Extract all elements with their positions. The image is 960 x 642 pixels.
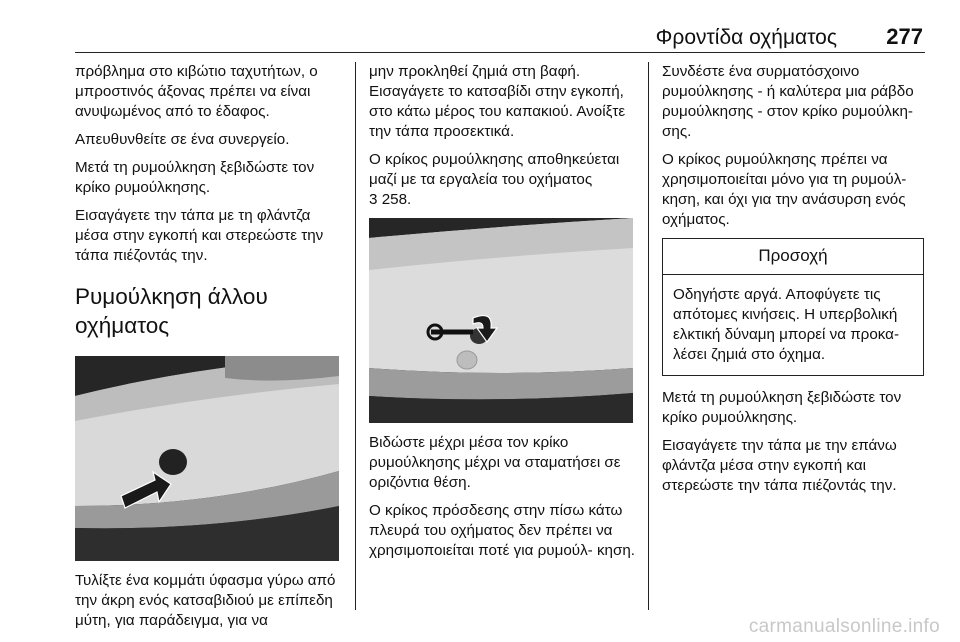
paragraph: Απευθυνθείτε σε ένα συνεργείο. (75, 131, 290, 148)
paragraph: Ο κρίκος ρυμούλκησης πρέπει να χρησιμοποιείται μόνο για τη ρυμούλ- κηση, και όχι για την ανάσυρση ενός οχήματος. (662, 151, 907, 228)
paragraph: μην προκληθεί ζημιά στη βαφή. Εισαγάγετε το κατσαβίδι στην εγκοπή, στο κάτω μέρος του καπακιού. Ανοίξτε την τάπα προσεκτικά. (369, 63, 626, 140)
caution-body (663, 275, 923, 375)
paragraph: Μετά τη ρυμούλκηση ξεβιδώστε τον κρίκο ρυμούλκησης. (75, 159, 315, 196)
paragraph: Ο κρίκος πρόσδεσης στην πίσω κάτω πλευρά του οχήματος δεν πρέπει να χρησιμοποιείται ποτέ για ρυμούλ- κηση. (369, 502, 636, 559)
paragraph: Βιδώστε μέχρι μέσα τον κρίκο ρυμούλκησης μέχρι να σταματήσει σε οριζόντια θέση. (369, 434, 621, 491)
cross-reference[interactable] (369, 191, 411, 208)
caution-title: Προσοχή (663, 239, 923, 275)
running-title: Φροντίδα οχήματος (655, 26, 837, 49)
paragraph: Συνδέστε ένα συρματόσχοινο ρυμούλκησης - ή καλύτερα μια ράβδο ρυμούλκησης - στον κρίκο ρυμούλκη- σης. (662, 63, 914, 140)
column-divider (355, 62, 356, 610)
paragraph-text: Ο κρίκος ρυμούλκησης αποθηκεύεται μαζί με τα εργαλεία του οχήματος (369, 151, 620, 188)
page-reference-icon: 3 (369, 191, 378, 208)
watermark: carmanualsonline.info (748, 616, 940, 637)
page-reference: 258. (381, 191, 412, 208)
column-left (75, 62, 347, 639)
paragraph: πρόβλημα στο κιβώτιο ταχυτήτων, ο μπροστινός άξονας πρέπει να είναι ανυψωμένος από το έδαφος. (75, 63, 318, 120)
caution-text: Οδηγήστε αργά. Αποφύγετε τις απότομες κινήσεις. Η υπερβολική ελκτική δύναμη μπορεί να προκα- λέσει ζημιά στο όχημα. (673, 286, 900, 363)
paragraph: Τυλίξτε ένα κομμάτι ύφασμα γύρω από την άκρη ενός κατσαβιδιού με επίπεδη μύτη, για παράδειγμα, για να (75, 572, 336, 629)
illustration-towing-eye-installation (369, 218, 633, 423)
column-right (662, 62, 932, 504)
paragraph: Εισαγάγετε την τάπα με την επάνω φλάντζα μέσα στην εγκοπή και στερεώστε την τάπα πιέζοντάς την. (662, 437, 897, 494)
page-number: 277 (886, 24, 923, 49)
column-middle (369, 62, 640, 569)
column-divider (648, 62, 649, 610)
section-heading: Ρυμούλκηση άλλου οχήματος (75, 284, 268, 338)
paragraph: Εισαγάγετε την τάπα με τη φλάντζα μέσα στην εγκοπή και στερεώστε την τάπα πιέζοντάς την. (75, 207, 324, 264)
illustration-rear-bumper-towing-eye (75, 356, 339, 561)
paragraph: Μετά τη ρυμούλκηση ξεβιδώστε τον κρίκο ρυμούλκησης. (662, 389, 902, 426)
paragraph (369, 150, 640, 210)
caution-box (662, 238, 924, 376)
page-header (75, 18, 925, 53)
